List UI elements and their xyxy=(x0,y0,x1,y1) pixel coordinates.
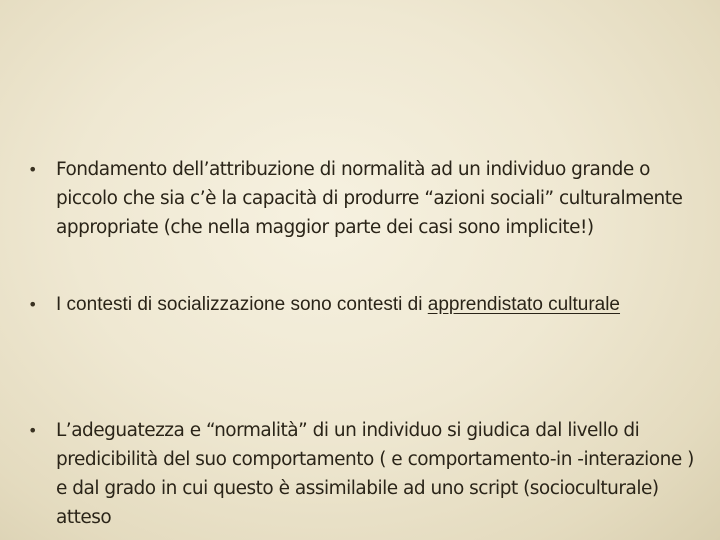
bullet-item-socialization-contexts xyxy=(28,290,698,319)
bullet-text-lead: I contesti di socializzazione sono contesti di xyxy=(56,294,428,315)
bullet-icon: • xyxy=(28,160,38,179)
bullet-text xyxy=(56,290,698,319)
bullet-text: Fondamento dell’attribuzione di normalità ad un individuo grande o piccolo che sia c’è la capacità di produrre “azioni sociali” culturalmente appropriate (che nella maggior parte dei casi sono implicite!) xyxy=(56,159,683,238)
bullet-icon: • xyxy=(28,295,38,314)
bullet-icon: • xyxy=(28,421,38,440)
apprendistato-culturale-link[interactable]: apprendistato culturale xyxy=(427,294,621,315)
bullet-item-adequacy-judgement xyxy=(28,416,698,532)
bullet-text: L’adeguatezza e “normalità” di un individuo si giudica dal livello di predicibilità del suo comportamento ( e comportamento-in -interazione ) e dal grado in cui questo è assimilabile ad uno script (socioculturale) atteso xyxy=(56,420,694,528)
bullet-item-normality-foundation xyxy=(28,155,698,242)
